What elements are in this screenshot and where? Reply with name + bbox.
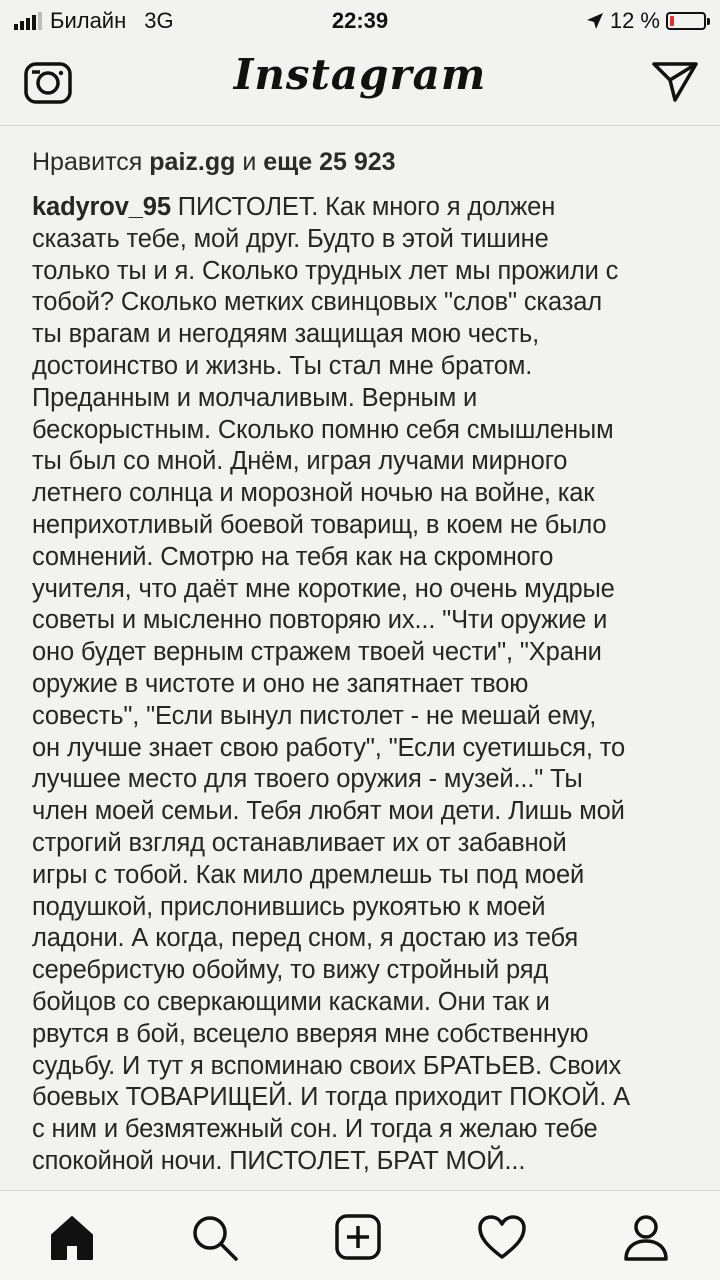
- home-icon: [44, 1209, 100, 1265]
- location-arrow-icon: [586, 12, 604, 30]
- direct-message-button[interactable]: [650, 56, 700, 106]
- post-content: [32, 146, 692, 1222]
- battery-icon: [666, 12, 706, 30]
- network-type: 3G: [144, 8, 174, 33]
- battery-fill: [670, 16, 674, 26]
- likes-user[interactable]: paiz.gg: [149, 148, 236, 176]
- app-header: [0, 40, 720, 126]
- carrier-name: Билайн: [50, 8, 127, 33]
- bottom-navigation: [0, 1190, 720, 1280]
- nav-new-post[interactable]: [330, 1209, 386, 1265]
- nav-search[interactable]: [186, 1209, 242, 1265]
- instagram-logo[interactable]: Instagram: [233, 50, 487, 99]
- profile-icon: [618, 1209, 674, 1265]
- status-bar: [0, 0, 720, 40]
- likes-line[interactable]: [32, 146, 692, 178]
- battery-percent: 12 %: [609, 8, 660, 33]
- likes-middle: и: [235, 148, 264, 176]
- caption-text: ПИСТОЛЕТ. Как много я должен сказать тебе, мой друг. Будто в этой тишине только ты и я. Сколько трудных лет мы прожили с тобой? Сколько метких свинцовых "слов" сказал ты врагам и негодяям защищая мою честь, достоинство и жизнь. Ты стал мне братом. Преданным и молчаливым. Верным и бескорыстным. Сколько помню себя смышленым ты был со мной. Днём, играя лучами мирного летнего солнца и морозной ночью на войне, как неприхотливый боевой товарищ, в коем не было сомнений. Смотрю на тебя как на скромного учителя, что даёт мне короткие, но очень мудрые советы и мысленно повторяю их... "Чти оружие и оно будет верным стражем твоей чести", "Храни оружие в чистоте и оно не запятнает твою совесть", "Если вынул пистолет - не мешай ему, он лучше знает свою работу", "Если суетишься, то лучшее место для твоего оружия - музей..." Ты член моей семьи. Тебя любят мои дети. Лишь мой строгий взгляд останавливает их от забавной игры с тобой. Как мило дремлешь ты под моей подушкой, прислонившись рукоятью к моей ладони. А когда, перед сном, я достаю из тебя серебристую обойму, то вижу стройный ряд бойцов со сверкающими касками. Они так и рвутся в бой, всецело вверяя мне собственную судьбу. И тут я вспоминаю своих БРАТЬЕВ. Своих боевых ТОВАРИЩЕЙ. И тогда приходит ПОКОЙ. А с ним и безмятежный сон. И тогда я желаю тебе спокойной ночи. ПИСТОЛЕТ, БРАТ МОЙ...: [32, 193, 630, 1175]
- nav-profile[interactable]: [618, 1209, 674, 1265]
- search-icon: [186, 1209, 242, 1265]
- direct-message-icon: [650, 56, 700, 106]
- nav-home[interactable]: [44, 1209, 100, 1265]
- likes-prefix: Нравится: [32, 148, 150, 176]
- caption-username[interactable]: kadyrov_95: [32, 193, 171, 221]
- activity-heart-icon: [474, 1209, 530, 1265]
- nav-activity[interactable]: [474, 1209, 530, 1265]
- post-caption: [32, 192, 692, 1178]
- status-time: 22:39: [331, 8, 389, 33]
- new-post-icon: [330, 1209, 386, 1265]
- status-right: [586, 8, 706, 34]
- likes-count[interactable]: еще 25 923: [263, 148, 396, 176]
